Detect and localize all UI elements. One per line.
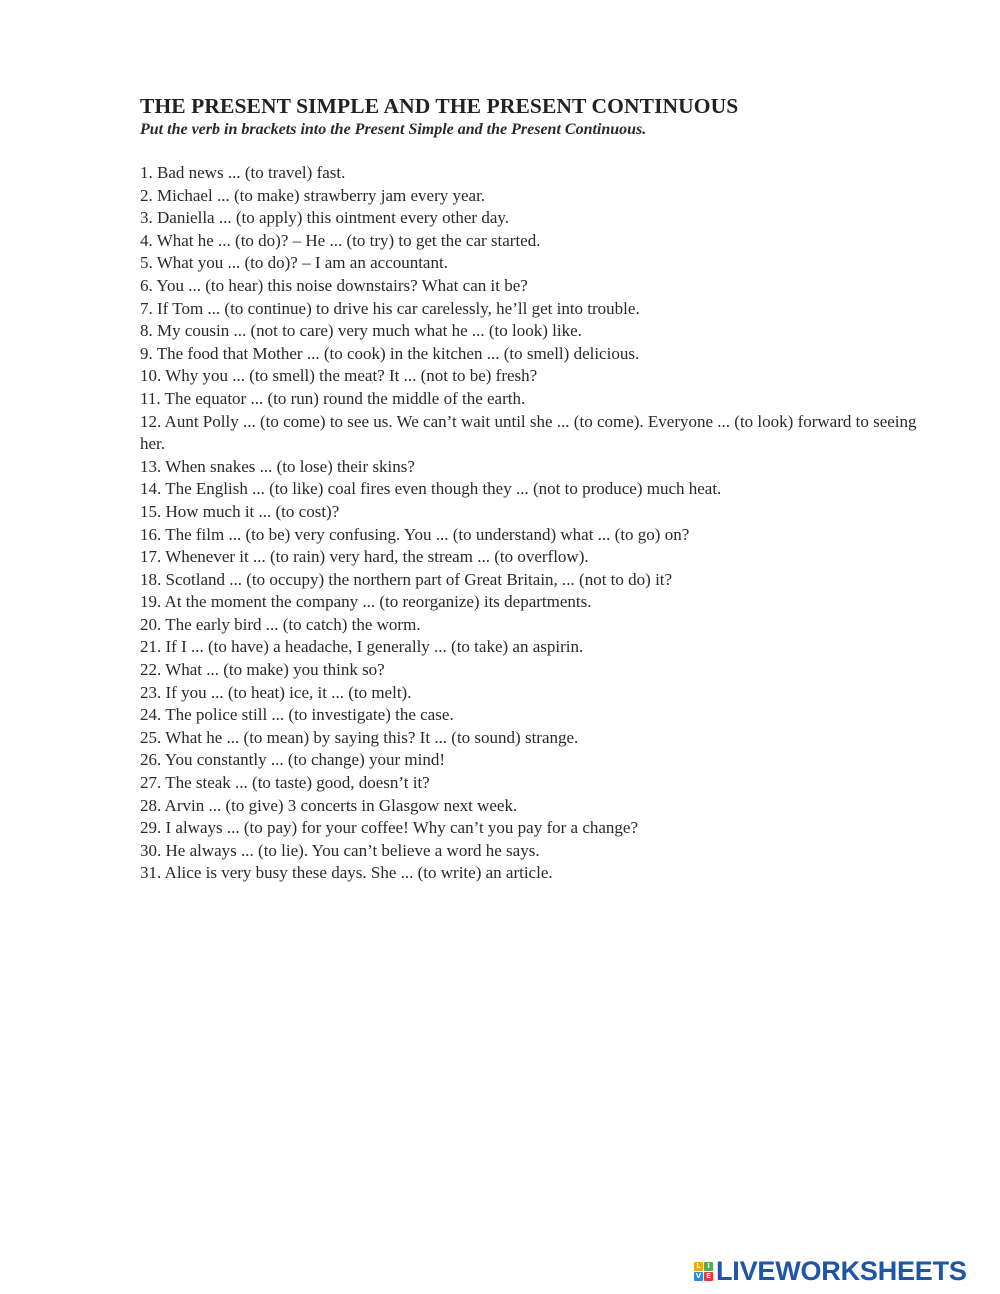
exercise-item: 2. Michael ... (to make) strawberry jam every year. <box>140 185 486 205</box>
exercise-item: 3. Daniella ... (to apply) this ointment every other day. <box>140 208 510 228</box>
exercise-item: 31. Alice is very busy these days. She ... (to write) an article. <box>140 863 553 883</box>
exercise-item: 29. I always ... (to pay) for your coffee! Why can’t you pay for a change? <box>140 818 639 838</box>
exercise-item: 13. When snakes ... (to lose) their skins? <box>140 456 415 476</box>
exercise-item: 23. If you ... (to heat) ice, it ... (to melt). <box>140 682 412 702</box>
liveworksheets-logo-icon <box>694 1262 713 1281</box>
logo-mark-tile: E <box>704 1272 713 1281</box>
exercise-item: 19. At the moment the company ... (to reorganize) its departments. <box>140 592 592 612</box>
exercise-item: 1. Bad news ... (to travel) fast. <box>140 163 346 182</box>
logo-mark-tile: V <box>695 1271 702 1280</box>
exercise-item: 11. The equator ... (to run) round the middle of the earth. <box>140 388 526 408</box>
exercise-item: 10. Why you ... (to smell) the meat? It ... (not to be) fresh? <box>140 366 538 386</box>
exercise-item: 21. If I ... (to have) a headache, I generally ... (to take) an aspirin. <box>140 637 584 657</box>
exercise-item: 30. He always ... (to lie). You can’t believe a word he says. <box>140 840 540 860</box>
exercise-item: 28. Arvin ... (to give) 3 concerts in Glasgow next week. <box>140 795 518 815</box>
exercise-item: 12. Aunt Polly ... (to come) to see us. We can’t wait until she ... (to come). Everyone ... (to look) forward to seeing her. <box>140 411 917 454</box>
exercise-item: 26. You constantly ... (to change) your mind! <box>140 750 446 770</box>
exercise-item: 9. The food that Mother ... (to cook) in the kitchen ... (to smell) delicious. <box>140 343 640 363</box>
exercise-item: 27. The steak ... (to taste) good, doesn’t it? <box>140 773 430 793</box>
exercise-item: 18. Scotland ... (to occupy) the northern part of Great Britain, ... (not to do) it? <box>140 569 673 589</box>
exercise-item: 15. How much it ... (to cost)? <box>140 501 340 521</box>
exercise-item: 17. Whenever it ... (to rain) very hard, the stream ... (to overflow). <box>140 547 589 567</box>
liveworksheets-logo[interactable] <box>694 1256 967 1286</box>
liveworksheets-logo-text: LIVEWORKSHEETS <box>716 1256 967 1286</box>
exercise-item: 7. If Tom ... (to continue) to drive his car carelessly, he’ll get into trouble. <box>140 298 640 318</box>
exercise-item: 8. My cousin ... (not to care) very much what he ... (to look) like. <box>140 321 582 341</box>
exercise-item: 4. What he ... (to do)? – He ... (to try) to get the car started. <box>140 230 541 250</box>
worksheet <box>140 92 920 885</box>
worksheet-instruction: Put the verb in brackets into the Present Simple and the Present Continuous. <box>140 121 647 138</box>
exercise-item: 22. What ... (to make) you think so? <box>140 660 385 680</box>
worksheet-title: THE PRESENT SIMPLE AND THE PRESENT CONTINUOUS <box>140 94 739 118</box>
logo-mark-tile: L <box>694 1262 703 1271</box>
exercise-item: 16. The film ... (to be) very confusing. You ... (to understand) what ... (to go) on? <box>140 524 690 544</box>
exercise-item: 24. The police still ... (to investigate) the case. <box>140 705 454 725</box>
exercise-item: 5. What you ... (to do)? – I am an accountant. <box>140 253 448 273</box>
exercise-item: 6. You ... (to hear) this noise downstairs? What can it be? <box>140 275 528 295</box>
logo-mark-tile: I <box>704 1262 713 1271</box>
exercise-item: 20. The early bird ... (to catch) the worm. <box>140 614 421 634</box>
exercise-item: 25. What he ... (to mean) by saying this? It ... (to sound) strange. <box>140 727 579 747</box>
exercise-list <box>140 162 920 885</box>
exercise-item: 14. The English ... (to like) coal fires even though they ... (not to produce) much heat. <box>140 479 722 499</box>
